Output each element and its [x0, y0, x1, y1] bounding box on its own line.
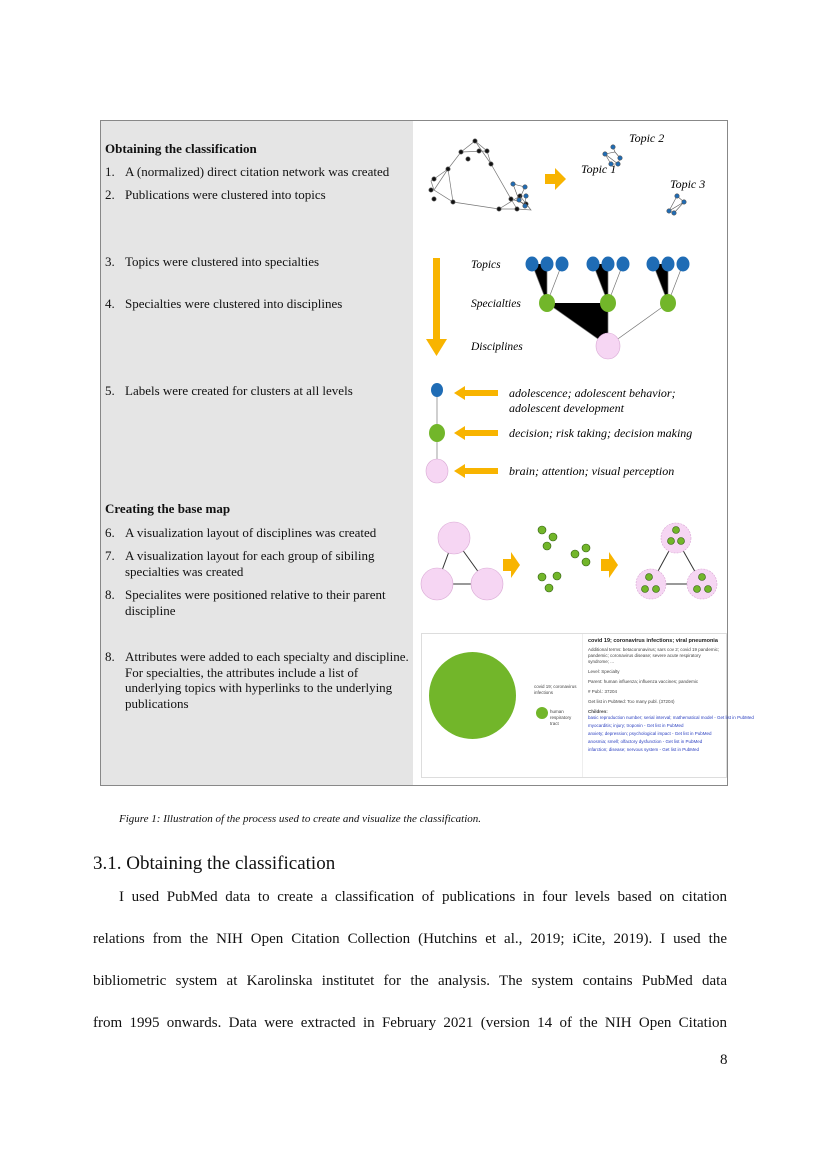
step-text: Specialties were clustered into disciplines	[125, 296, 343, 311]
step-text: Labels were created for clusters at all levels	[125, 383, 353, 398]
page-number: 8	[720, 1052, 728, 1068]
topic-clusters	[511, 145, 686, 215]
topic-nodes	[526, 257, 690, 272]
child-link[interactable]: infarction; disease; nervous system - Get list in PubMed	[588, 747, 700, 752]
figure-caption: Figure 1: Illustration of the process used to create and visualize the classification.	[119, 813, 482, 825]
step-number: 1.	[105, 164, 115, 179]
arrow-right-icon	[601, 552, 618, 578]
arrow-down-icon	[433, 258, 440, 340]
topic-label: Topic 1	[581, 162, 617, 176]
arrow-right-icon	[503, 552, 520, 578]
children-label: Children:	[588, 709, 608, 714]
step-number: 7.	[105, 548, 115, 563]
step-number: 3.	[105, 254, 115, 269]
cluster-label: adolescence; adolescent behavior;	[509, 386, 676, 400]
node-label: covid 19; coronavirus infections	[534, 684, 577, 695]
map-screenshot-inset	[421, 633, 754, 778]
child-link[interactable]: anxiety; depression; psychological impact - Get list in PubMed	[588, 731, 712, 736]
citation-network	[429, 139, 531, 211]
step-text: A visualization layout of disciplines was created	[125, 525, 377, 540]
arrow-down-head	[426, 339, 447, 356]
specialty-node	[429, 424, 445, 442]
attributes-panel	[588, 638, 754, 753]
body-line: I used PubMed data to create a classification of publications in four levels based on citation	[119, 889, 727, 905]
body-line: relations from the NIH Open Citation Collection (Hutchins et al., 2019; iCite, 2019). I used the	[93, 931, 727, 947]
figure-1	[100, 120, 754, 786]
step-number: 4.	[105, 296, 115, 311]
level-label: Disciplines	[471, 341, 523, 353]
specialty-circle	[536, 707, 548, 719]
discipline-circle	[429, 652, 516, 739]
step-text: Attributes were added to each specialty and discipline. For specialties, the attributes include a list of underlying topics with hyperlinks to the underlying publications	[125, 649, 409, 711]
step-number: 2.	[105, 187, 115, 202]
get-list-link[interactable]: Get list in PubMed: Too many publ. (37204)	[588, 699, 675, 704]
step-text: A visualization layout for each group of sibiling specialties was created	[125, 548, 375, 579]
additional-terms: Additional terms: betacoronavirus; sars cov 2; covid 19 pandemic; pandemic; coronavirus disease; severe acute respiratory syndrome; ...	[588, 647, 720, 664]
child-link[interactable]: myocarditis; injury; troponin - Get list in PubMed	[588, 723, 684, 728]
level-label: Specialties	[471, 298, 521, 310]
cluster-label: brain; attention; visual perception	[509, 464, 675, 478]
node-label: human respiratory tract	[550, 709, 572, 726]
cluster-label: decision; risk taking; decision making	[509, 426, 693, 440]
step-text: Specialites were positioned relative to their parent discipline	[125, 587, 386, 618]
topic-label: Topic 3	[670, 177, 706, 191]
discipline-nodes	[421, 522, 717, 600]
step-number: 5.	[105, 383, 115, 398]
step-number: 6.	[105, 525, 115, 540]
arrow-right-icon	[545, 168, 566, 190]
discipline-node	[596, 333, 620, 359]
specialty-title: covid 19; coronavirus infections; viral pneumonia	[588, 638, 718, 644]
step-text: Topics were clustered into specialties	[125, 254, 320, 269]
step-number: 8.	[105, 649, 115, 664]
topic-node	[431, 383, 443, 397]
heading-obtaining: Obtaining the classification	[105, 141, 257, 156]
section-heading: 3.1. Obtaining the classification	[93, 853, 336, 874]
child-link[interactable]: basic reproduction number; serial interval; mathematical model - Get list in PubMed	[588, 715, 754, 720]
body-line: bibliometric system at Karolinska institutet for the analysis. The system contains PubMed data	[93, 973, 727, 989]
arrow-left-icons	[454, 386, 498, 478]
heading-base-map: Creating the base map	[105, 501, 231, 516]
publication-count: # Publ.: 37204	[588, 689, 618, 694]
discipline-node	[426, 459, 448, 483]
topic-label: Topic 2	[629, 131, 665, 145]
figure-text-panel	[101, 121, 413, 785]
level: Level: Specialty	[588, 669, 620, 674]
step-text: A (normalized) direct citation network was created	[125, 164, 390, 179]
step-text: Publications were clustered into topics	[125, 187, 326, 202]
step-number: 8.	[105, 587, 115, 602]
body-line: from 1995 onwards. Data were extracted in February 2021 (version 14 of the NIH Open Citation	[93, 1015, 727, 1031]
parent: Parent: human influenza; influenza vaccines; pandemic	[588, 679, 699, 684]
child-link[interactable]: anosmia; smell; olfactory dysfunction - Get list in PubMed	[588, 739, 703, 744]
level-label: Topics	[471, 259, 501, 271]
cluster-label: adolescent development	[509, 401, 624, 415]
